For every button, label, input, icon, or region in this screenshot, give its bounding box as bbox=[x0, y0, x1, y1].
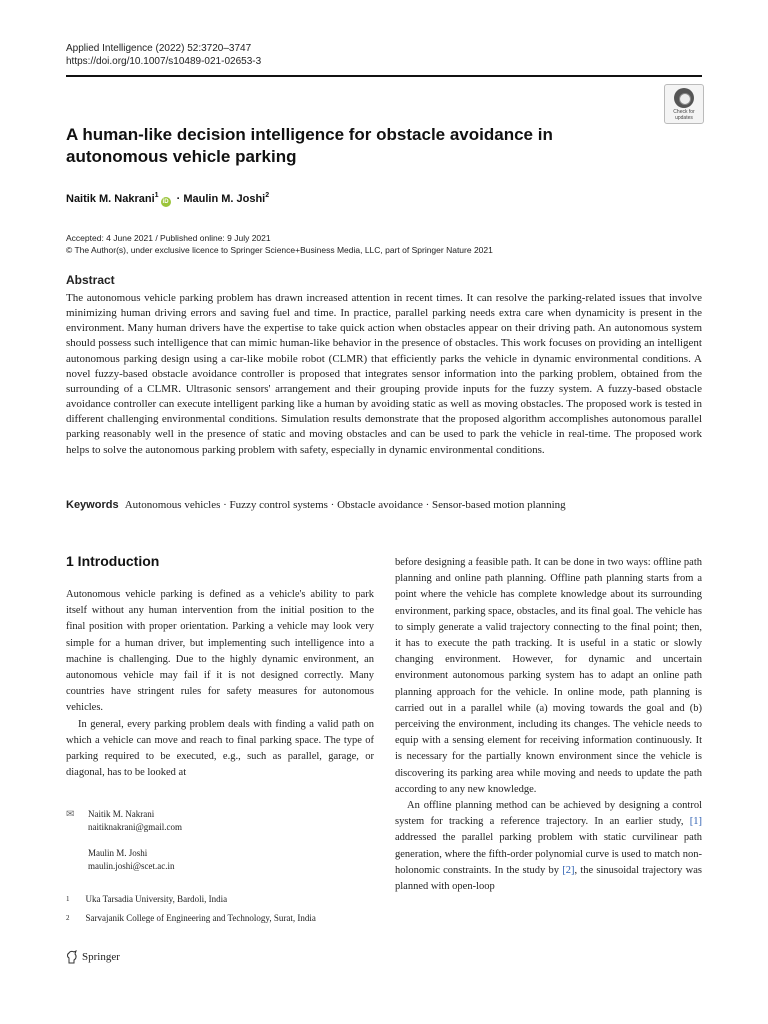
affiliation-1 bbox=[66, 893, 386, 906]
author-name[interactable]: Maulin M. Joshi bbox=[183, 193, 266, 205]
right-column bbox=[395, 555, 702, 895]
paragraph: Autonomous vehicle parking is defined as a vehicle's ability to park itself without any human intervention from the initial position to the final position with proper orientation. Parking a vehicle may look very simple for a human driver, but implementing such intelligence into a machine is challenging. Due to the highly dynamic environment, an autonomous vehicle may fail if it is not designed correctly. Many countries have stringent rules for safety measures for autonomous vehicles. bbox=[66, 589, 374, 714]
citation-link[interactable]: [1] bbox=[689, 816, 702, 828]
keywords-label: Keywords bbox=[66, 499, 119, 511]
text-run: , the sinusoidal trajectory was planned with open-loop bbox=[395, 864, 702, 893]
contact-email[interactable]: naitiknakrani@gmail.com bbox=[88, 822, 183, 832]
author-list bbox=[66, 192, 269, 207]
accepted-published-line: Accepted: 4 June 2021 / Published online: 9 July 2021 bbox=[66, 233, 271, 243]
affiliation-marker: 2 bbox=[265, 192, 270, 199]
envelope-icon: ✉ bbox=[66, 809, 75, 820]
orcid-icon[interactable]: iD bbox=[162, 199, 169, 205]
paragraph bbox=[395, 798, 702, 895]
left-column bbox=[66, 587, 374, 781]
abstract-heading: Abstract bbox=[66, 273, 115, 287]
affiliation-marker: 1 bbox=[154, 192, 159, 199]
springer-horse-icon bbox=[66, 950, 78, 964]
badge-label: Check for updates bbox=[673, 109, 695, 121]
copyright-line bbox=[66, 244, 493, 256]
journal-citation: Applied Intelligence (2022) 52:3720–3747 bbox=[66, 43, 252, 54]
contact-name: Naitik M. Nakrani bbox=[88, 809, 155, 819]
affiliation-number: 1 bbox=[66, 895, 70, 903]
contact-name: Maulin M. Joshi bbox=[88, 848, 148, 858]
paper-title: A human-like decision intelligence for obstacle avoidance in autonomous vehicle parking bbox=[66, 125, 553, 166]
affiliation-text: Uka Tarsadia University, Bardoli, India bbox=[85, 894, 228, 904]
publication-dates bbox=[66, 232, 493, 256]
copyright-text: The Author(s), under exclusive licence to Springer Science+Business Media, LLC, part of Springer Nature 2021 bbox=[74, 245, 493, 255]
check-for-updates-badge[interactable] bbox=[664, 84, 704, 124]
affiliation-text: Sarvajanik College of Engineering and Technology, Surat, India bbox=[85, 913, 316, 923]
header-rule bbox=[66, 75, 702, 77]
correspondence-block bbox=[66, 808, 366, 873]
keywords bbox=[66, 498, 706, 512]
section-heading: 1 Introduction bbox=[66, 553, 160, 569]
keywords-text: Autonomous vehicles · Fuzzy control systems · Obstacle avoidance · Sensor-based motion planning bbox=[124, 499, 566, 511]
author-separator: · bbox=[176, 193, 181, 205]
citation-link[interactable]: [2] bbox=[562, 864, 575, 876]
paragraph: In general, every parking problem deals with finding a valid path on which a vehicle can move and reach to final parking space. The type of parking required to be executed, e.g., such as parallel, garage, or diagonal, has to be looked at bbox=[66, 718, 374, 779]
affiliation-number: 2 bbox=[66, 914, 70, 922]
publisher-logo bbox=[66, 950, 120, 964]
publisher-name: Springer bbox=[82, 951, 120, 963]
bookmark-icon bbox=[674, 88, 694, 108]
paragraph: before designing a feasible path. It can be done in two ways: offline path planning and online path planning. Offline path planning starts from a point where the vehicle has complete knowledge about its surrounding environment, parking space, obstacles, and its final goal. The vehicle has to simply generate a valid trajectory connecting to the final point; then, it has to execute the path tracking. It is useful in a static or slowly changing environment. However, for dynamic and uncertain environment autonomous parking system has to adapt an online path planning approach for the vehicle. In online mode, path planning is carried out in a parallel while (a) moving towards the goal and (b) perceiving the environment, including its changes. The vehicle needs to equip with a sensing element for receiving information continuously. It is necessary for the partially known environment since the vehicle is discovering its parking area while moving and needs to update the path according to any new knowledge. bbox=[395, 557, 702, 795]
text-run: An offline planning method can be achieved by designing a control system for tracking a reference trajectory. In an earlier study, bbox=[395, 800, 702, 828]
doi-link[interactable]: https://doi.org/10.1007/s10489-021-02653-3 bbox=[66, 56, 262, 67]
affiliation-2 bbox=[66, 912, 386, 925]
contact-email[interactable]: maulin.joshi@scet.ac.in bbox=[88, 861, 175, 871]
text-run: addressed the parallel parking problem with static curvilinear path generation, where the fifth-order polynomial curve is used to match non-holonomic constraints. In the study by bbox=[395, 832, 702, 876]
abstract-text: The autonomous vehicle parking problem has drawn increased attention in recent times. It can resolve the parking-related issues that involve minimizing human driving errors and saving fuel and time. In practice, parallel parking needs extra care when dynamicity is present in the environment. Many human drivers have the expertise to take quick action when obstacles appear on their driving path. An autonomous system should possess such intelligence that can mimic human-like behavior in the presence of obstacles. This work focuses on providing an intelligent autonomous parking design using a car-like mobile robot (CLMR) that efficiently parks the vehicle in dynamic environmental conditions. A novel fuzzy-based obstacle avoidance controller is proposed that integrates sensor information into the parking problem, obtained from the surrounding of a CLMR. Ultrasonic sensors' arrangement and their grouping provide inputs for the fuzzy system. A fuzzy-based obstacle avoidance controller can execute intelligent parking like a human by avoiding static as well as moving obstacles. The proposed work is tested in different challenging environmental conditions. Simulation results demonstrate that the proposed algorithm accomplishes autonomous parallel parking reasonably well in the presence of static and moving obstacles and can be used to park the vehicle in real-time. The proposed work helps to solve the autonomous parking problem with safety, especially in dynamic environmental conditions. bbox=[66, 292, 702, 456]
copyright-icon: © bbox=[66, 245, 75, 255]
author-name[interactable]: Naitik M. Nakrani bbox=[66, 193, 155, 205]
